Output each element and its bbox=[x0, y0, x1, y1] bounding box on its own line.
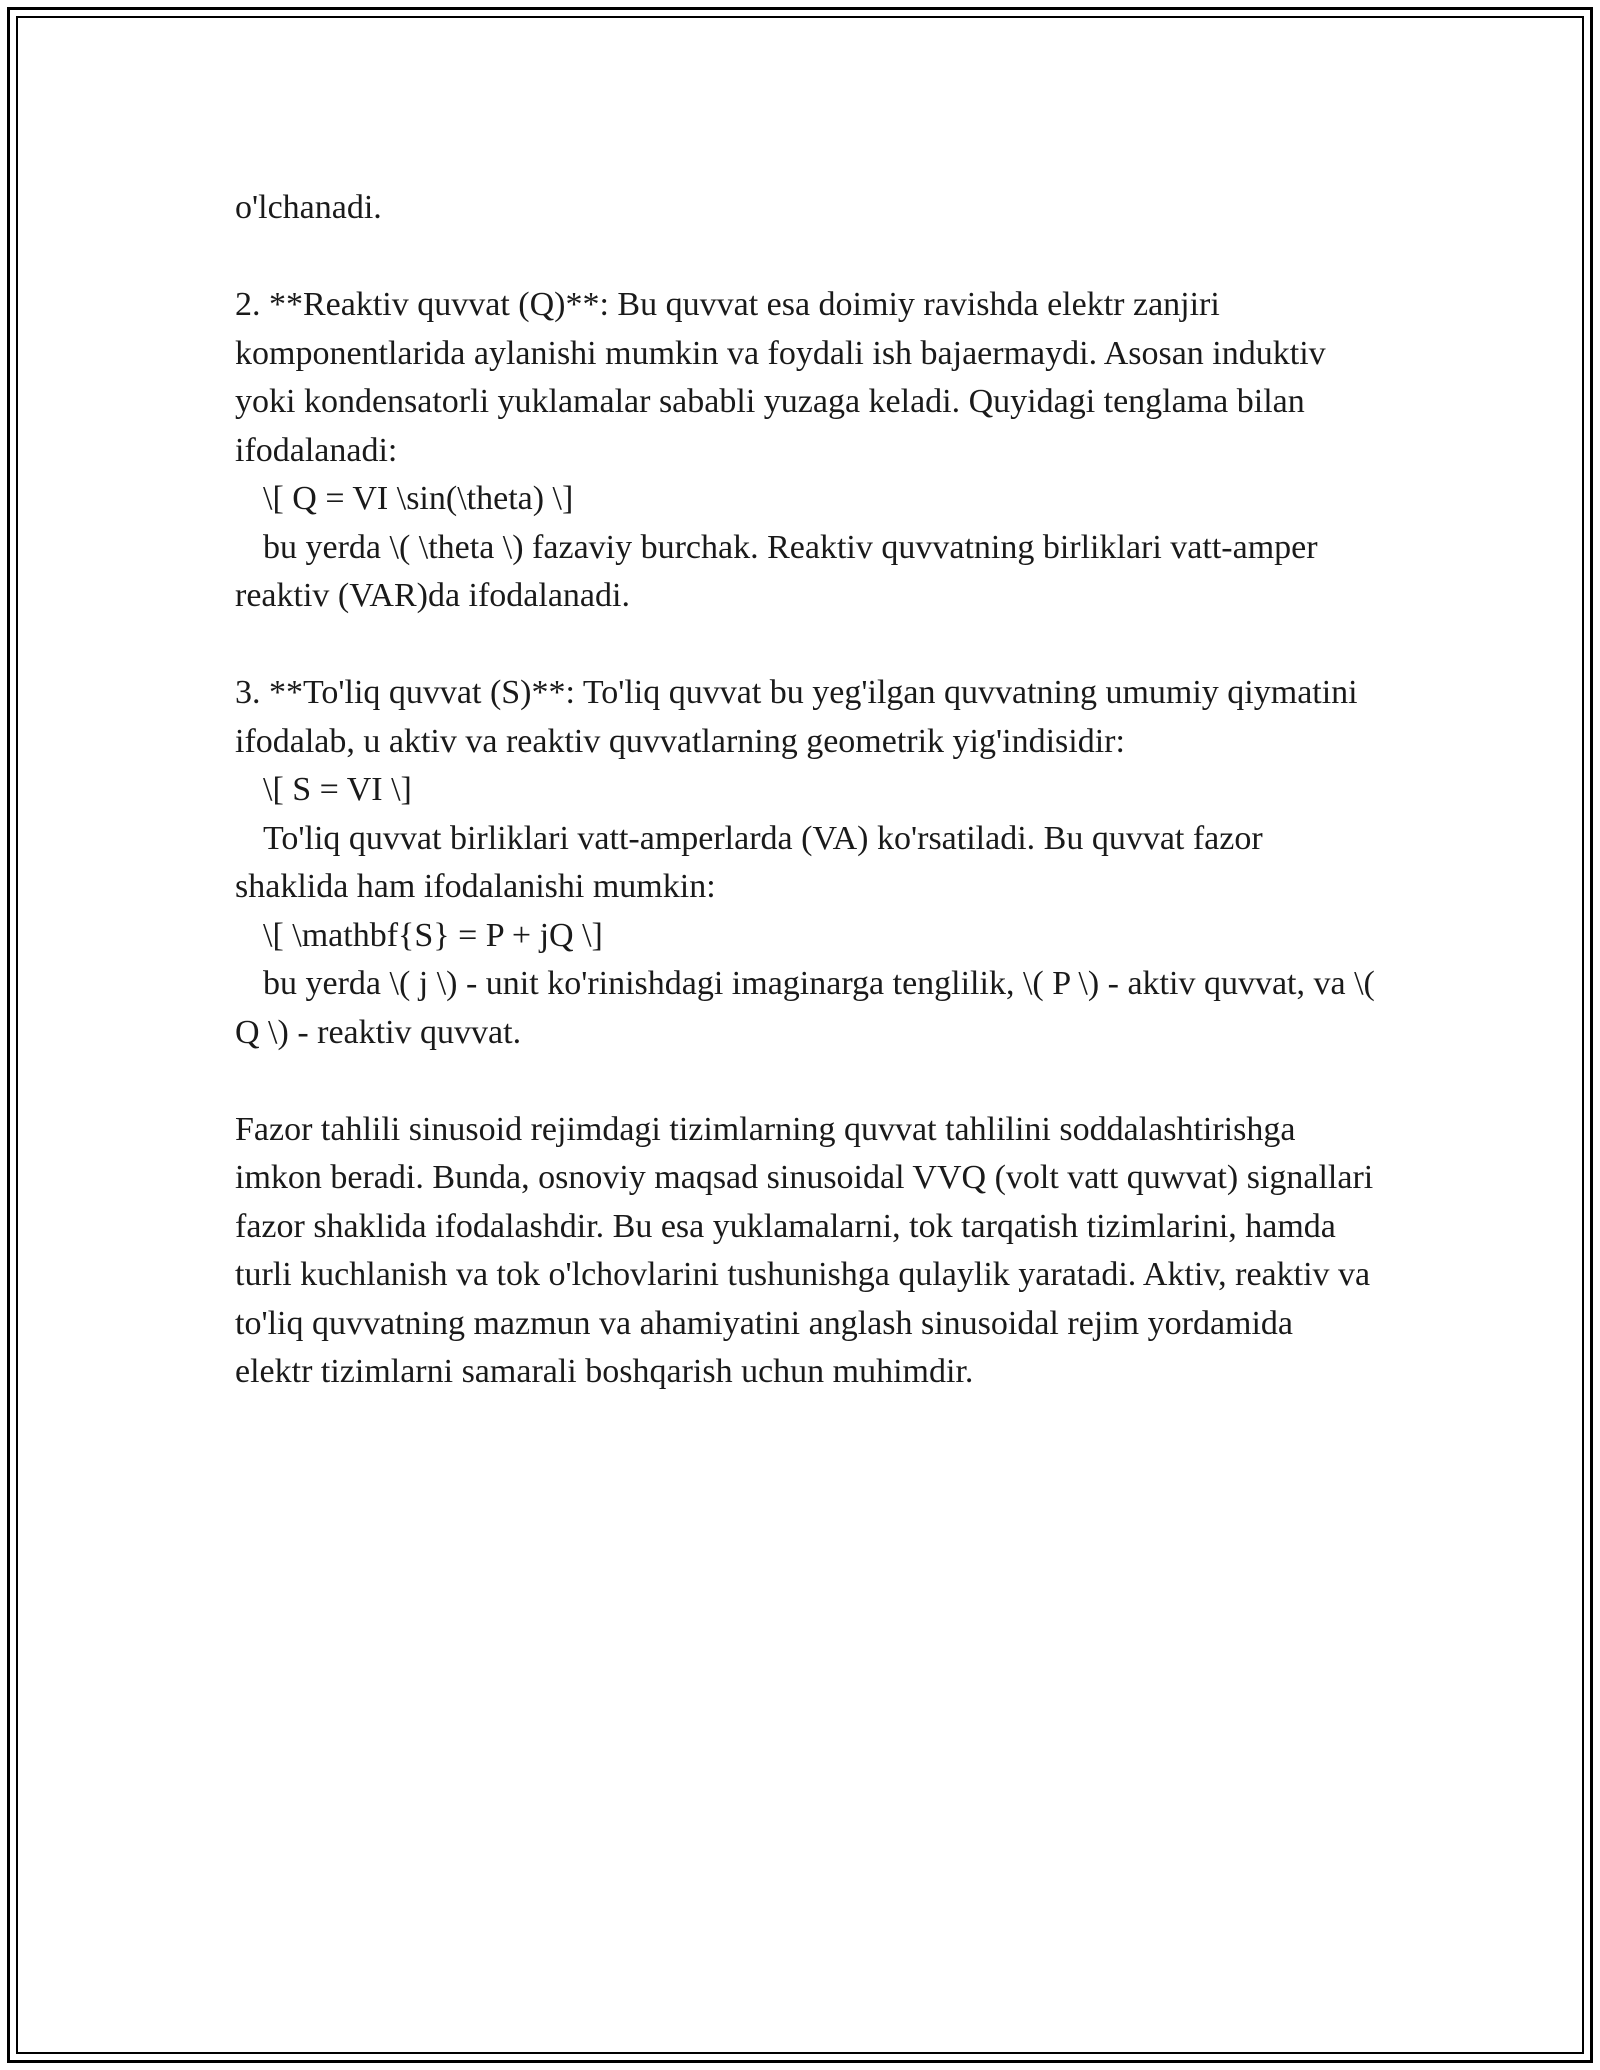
paragraph-gap bbox=[235, 233, 1375, 282]
formula-reactive-power: \[ Q = VI \sin(\theta) \] bbox=[263, 480, 574, 517]
paragraph-reactive-power-note: bu yerda \( \theta \) fazaviy burchak. Reaktiv quvvatning birliklari vatt-amper reaktiv (VAR)da ifodalanadi. bbox=[235, 528, 1327, 614]
paragraph-continuation: o'lchanadi. bbox=[235, 189, 382, 226]
paragraph-reactive-power: 2. **Reaktiv quvvat (Q)**: Bu quvvat esa doimiy ravishda elektr zanjiri komponentlarida aylanishi mumkin va foydali ish bajaermaydi. Asosan induktiv yoki kondensatorli yuklamalar sababli yuzaga keladi. Quyidagi tenglama bilan ifodalanadi: bbox=[235, 286, 1335, 469]
paragraph-apparent-power-units: To'liq quvvat birliklari vatt-amperlarda (VA) ko'rsatiladi. Bu quvvat fazor shaklida ham ifodalanishi mumkin: bbox=[235, 819, 1272, 905]
paragraph-complex-power-note: bu yerda \( j \) - unit ko'rinishdagi imaginarga tenglilik, \( P \) - aktiv quvvat, va \( Q \) - reaktiv quvvat. bbox=[235, 965, 1384, 1051]
paragraph-apparent-power: 3. **To'liq quvvat (S)**: To'liq quvvat bu yeg'ilgan quvvatning umumiy qiymatini ifodalab, u aktiv va reaktiv quvvatlarning geometrik yig'indisidir: bbox=[235, 674, 1367, 760]
paragraph-phasor-analysis: Fazor tahlili sinusoid rejimdagi tizimlarning quvvat tahlilini soddalashtirishga imkon beradi. Bunda, osnoviy maqsad sinusoidal VVQ (volt vatt quwvat) signallari fazor shaklida ifodalashdir. Bu esa yuklamalarni, tok tarqatish tizimlarini, hamda turli kuchlanish va tok o'lchovlarini tushunishga qulaylik yaratadi. Aktiv, reaktiv va to'liq quvvatning mazmun va ahamiyatini anglash sinusoidal rejim yordamida elektr tizimlarni samarali boshqarish uchun muhimdir. bbox=[235, 1110, 1382, 1390]
document-body bbox=[235, 184, 1384, 1397]
paragraph-gap bbox=[235, 1057, 1375, 1106]
formula-apparent-power: \[ S = VI \] bbox=[263, 771, 412, 808]
paragraph-gap bbox=[235, 621, 1375, 670]
formula-complex-power: \[ \mathbf{S} = P + jQ \] bbox=[263, 916, 603, 954]
